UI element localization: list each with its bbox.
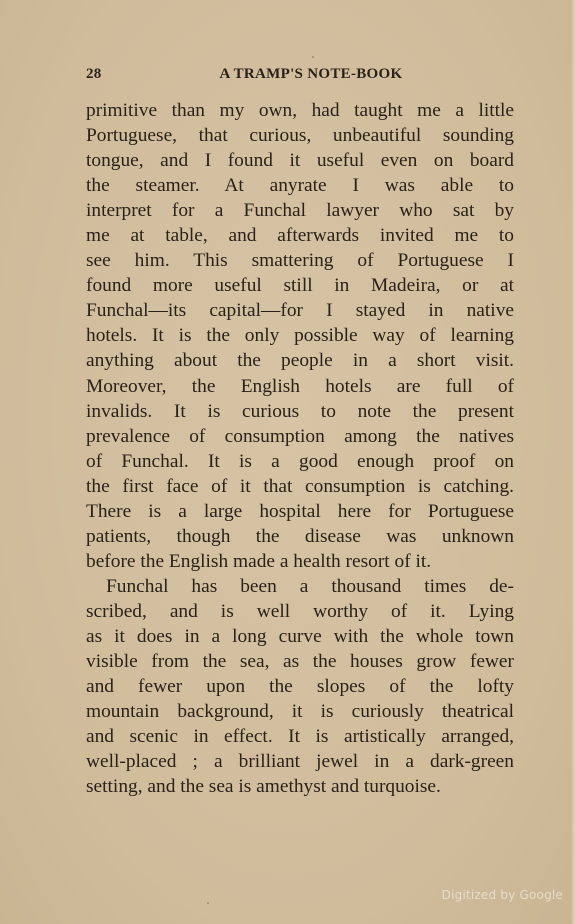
text-line: Portuguese, that curious, unbeautiful sounding xyxy=(86,125,514,147)
paper-speck xyxy=(207,902,209,904)
text-line: and fewer upon the slopes of the lofty xyxy=(86,676,514,698)
running-header xyxy=(86,66,514,88)
running-title: A TRAMP'S NOTE-BOOK xyxy=(219,66,403,82)
text-line: the steamer. At anyrate I was able to xyxy=(86,175,514,197)
text-line: primitive than my own, had taught me a little xyxy=(86,100,514,121)
text-line: Moreover, the English hotels are full of xyxy=(86,375,514,397)
text-line: found more useful still in Madeira, or at xyxy=(86,275,514,297)
text-line: of Funchal. It is a good enough proof on xyxy=(86,450,514,472)
text-line: setting, and the sea is amethyst and turquoise. xyxy=(86,776,441,798)
text-line: as it does in a long curve with the whole town xyxy=(86,625,514,647)
page-edge xyxy=(571,0,575,924)
text-line: before the English made a health resort of it. xyxy=(86,550,432,572)
body-text xyxy=(86,98,514,799)
text-line: patients, though the disease was unknown xyxy=(86,525,514,547)
text-line: anything about the people in a short visit. xyxy=(86,350,514,372)
text-line: visible from the sea, as the houses grow fewer xyxy=(86,651,514,673)
paper-speck xyxy=(312,56,314,58)
text-line: me at table, and afterwards invited me to xyxy=(86,225,514,247)
text-line: There is a large hospital here for Portuguese xyxy=(86,500,514,522)
text-line: scribed, and is well worthy of it. Lying xyxy=(86,600,514,622)
text-line: prevalence of consumption among the natives xyxy=(86,425,514,447)
page-number: 28 xyxy=(86,66,102,82)
text-line: invalids. It is curious to note the present xyxy=(86,400,514,422)
text-line: mountain background, it is curiously theatrical xyxy=(86,701,514,723)
text-line: well-placed ; a brilliant jewel in a dark-green xyxy=(86,751,514,773)
watermark: Digitized by Google xyxy=(441,888,563,902)
text-line: Funchal has been a thousand times de- xyxy=(106,575,514,597)
text-line: the first face of it that consumption is catching. xyxy=(86,475,514,497)
text-line: interpret for a Funchal lawyer who sat by xyxy=(86,200,514,222)
text-line: Funchal—its capital—for I stayed in native xyxy=(86,300,514,322)
text-line: see him. This smattering of Portuguese I xyxy=(86,250,514,272)
text-line: and scenic in effect. It is artistically arranged, xyxy=(86,726,514,748)
text-line: hotels. It is the only possible way of learning xyxy=(86,325,514,347)
text-line: tongue, and I found it useful even on board xyxy=(86,150,514,172)
